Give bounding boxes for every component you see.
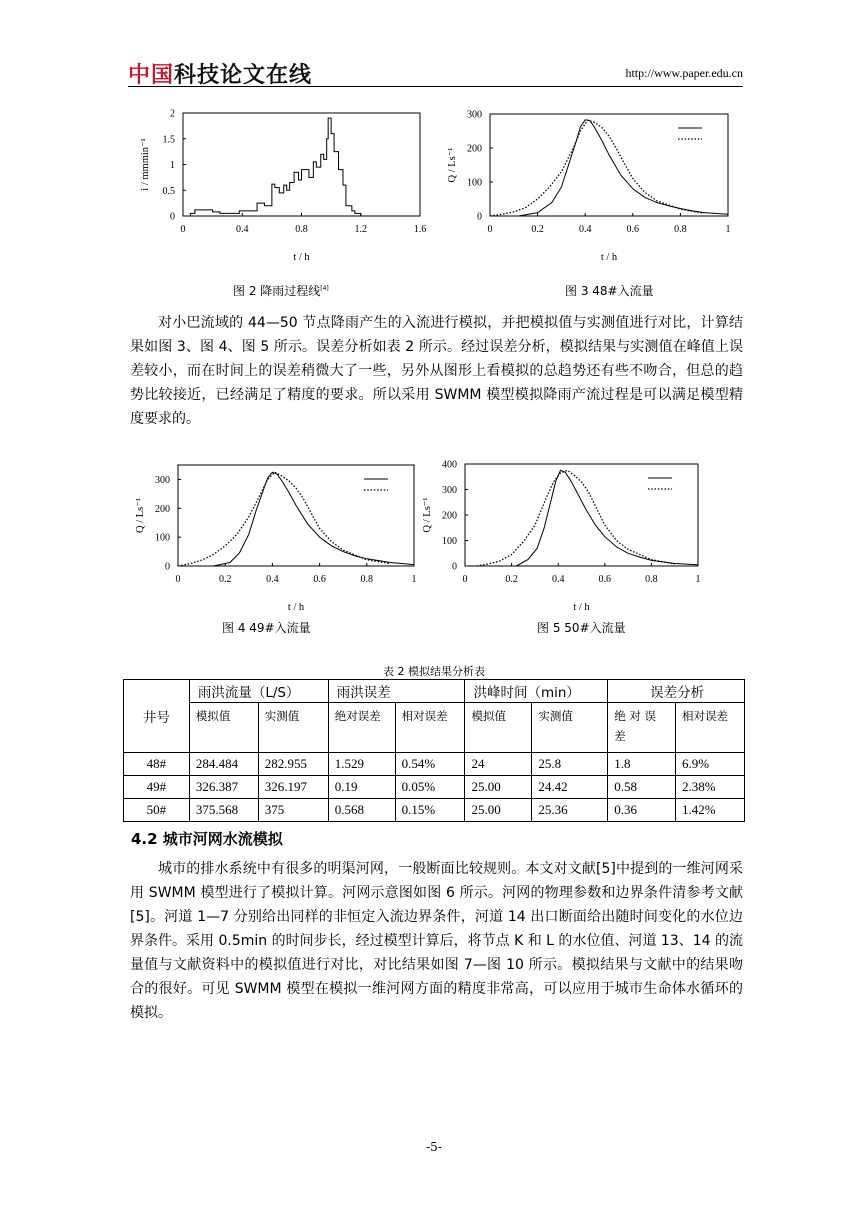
table-title: 表 2 模拟结果分析表 (383, 665, 485, 678)
y-tick-label: 300 (467, 109, 482, 121)
x-tick-label: 0.4 (578, 224, 592, 235)
x-tick-label: 0.4 (551, 574, 565, 585)
y-axis-label: i / mmmin⁻¹ (140, 138, 151, 191)
fig2-caption-text: 图 2 降雨过程线 (233, 284, 321, 298)
table-cell: 284.484 (189, 753, 258, 776)
series-line-1 (490, 120, 704, 216)
series-line-0 (183, 118, 361, 216)
plot-frame (490, 114, 728, 216)
x-tick-label: 1.6 (413, 224, 427, 235)
table-cell: 1.42% (676, 799, 745, 822)
table-cell: 0.54% (395, 753, 465, 776)
table-row (124, 799, 745, 822)
x-tick-label: 0.6 (313, 574, 326, 585)
table-cell: 25.00 (465, 799, 532, 822)
table-cell: 25.00 (465, 776, 532, 799)
series-line-0 (519, 120, 728, 216)
x-axis-label: t / h (287, 602, 305, 613)
x-tick-label: 0.8 (295, 224, 308, 235)
chart-fig3-inflow-48 (435, 105, 740, 265)
series-line-1 (477, 470, 675, 566)
y-tick-label: 200 (442, 510, 457, 522)
y-tick-label: 1 (170, 160, 175, 171)
y-axis-label: Q / Ls⁻¹ (135, 498, 146, 533)
table-row (124, 753, 745, 776)
x-tick-label: 0.8 (674, 224, 687, 235)
table-cell: 326.197 (258, 776, 328, 799)
table-cell: 375.568 (189, 799, 258, 822)
x-tick-label: 0 (487, 224, 493, 235)
logo-red-text: 中国 (128, 63, 175, 88)
y-tick-label: 300 (155, 474, 170, 486)
y-tick-label: 100 (155, 532, 170, 544)
x-tick-label: 0.2 (531, 224, 544, 235)
x-tick-label: 0.8 (360, 574, 374, 585)
table-cell: 0.05% (395, 776, 465, 799)
body-paragraph-1: 对小巴流域的 44—50 节点降雨产生的入流进行模拟，并把模拟值与实测值进行对比，计算结果如图 3、图 4、图 5 所示。误差分析如表 2 所示。经过误差分析，模拟结果与实测值在峰值上误差较小，而在时间上的误差稍微大了一些，另外从图形上看模拟的总趋势还有些不吻合，但总的趋势比较接近，已经满足了精度的要求。所以采用 SWMM 模型模拟降雨产流过程是可以满足模型精度要求的。 (130, 315, 743, 427)
y-tick-label: 0.5 (162, 185, 175, 197)
table-header-row (124, 680, 745, 703)
figure-caption-3: 图 3 48#入流量 (565, 284, 654, 298)
plot-frame (183, 113, 420, 216)
y-tick-label: 400 (442, 459, 457, 471)
table-subheader-row (124, 703, 745, 753)
table-subheader: 绝对误差 (328, 703, 395, 753)
x-axis-label: t / h (573, 602, 590, 613)
table-cell: 0.19 (328, 776, 395, 799)
fig2-caption-ref: [4] (320, 285, 329, 292)
x-tick-label: 0.2 (218, 574, 232, 585)
chart-fig5-inflow-50 (415, 455, 715, 615)
x-tick-label: 0.2 (505, 574, 518, 585)
table-cell: 0.15% (395, 799, 465, 822)
table-cell: 375 (258, 799, 328, 822)
x-tick-label: 0.4 (236, 224, 249, 235)
y-tick-label: 0 (165, 561, 170, 573)
logo-text: 科技论文在线 (174, 63, 313, 88)
y-tick-label: 0 (452, 561, 457, 573)
table-cell: 49# (124, 776, 190, 799)
table-row (124, 776, 745, 799)
table-cell: 2.38% (676, 776, 745, 799)
x-tick-label: 0 (175, 574, 181, 585)
table-cell: 282.955 (258, 753, 328, 776)
plot-frame (178, 465, 414, 566)
y-tick-label: 1.5 (162, 134, 175, 146)
series-line-0 (516, 470, 698, 566)
table-group-header: 误差分析 (608, 680, 745, 703)
body-paragraph-2: 城市的排水系统中有很多的明渠河网，一般断面比较规则。本文对文献[5]中提到的一维河网采用 SWMM 模型进行了模拟计算。河网示意图如图 6 所示。河网的物理参数和边界条件清参考文献[5]。河道 1—7 分别给出同样的非恒定入流边界条件，河道 14 出口断面给出随时间变化的水位边界条件。采用 0.5min 的时间步长，经过模型计算后，将节点 K 和 L 的水位值、河道 13、14 的流量值与文献资料中的模拟值进行对比，对比结果如图 7—图 10 所示。模拟结果与文献中的结果吻合的很好。可见 SWMM 模型在模拟一维河网方面的精度非常高，可以应用于城市生命体水循环的模拟。 (130, 861, 743, 1021)
table-group-header: 雨洪误差 (328, 680, 465, 703)
x-tick-label: 0 (180, 224, 186, 235)
table-subheader: 模拟值 (189, 703, 258, 753)
chart-fig4-inflow-49 (125, 455, 425, 615)
y-tick-label: 200 (155, 503, 170, 515)
table-subheader: 实测值 (258, 703, 328, 753)
table-cell: 24 (465, 753, 532, 776)
x-tick-label: 0.6 (598, 574, 612, 585)
series-line-1 (178, 472, 390, 566)
table-cell: 1.8 (608, 753, 676, 776)
table-subheader: 绝 对 误 差 (608, 703, 676, 753)
y-tick-label: 100 (442, 536, 457, 547)
section-heading: 4.2 城市河网水流模拟 (131, 830, 283, 848)
x-tick-label: 0.4 (266, 574, 279, 585)
site-logo (128, 58, 312, 89)
y-axis-label: Q / Ls⁻¹ (447, 147, 458, 183)
x-tick-label: 1 (695, 574, 701, 585)
x-tick-label: 0.8 (645, 574, 658, 585)
plot-frame (465, 464, 698, 566)
table-subheader: 实测值 (532, 703, 608, 753)
table-subheader: 相对误差 (395, 703, 465, 753)
table-subheader: 模拟值 (465, 703, 532, 753)
table-cell: 0.36 (608, 799, 676, 822)
table-cell: 25.8 (532, 753, 608, 776)
chart-fig2-rainfall (130, 105, 430, 265)
x-tick-label: 0 (462, 574, 468, 585)
page-number: -5- (426, 1140, 442, 1154)
x-tick-label: 1 (411, 574, 417, 585)
y-tick-label: 0 (477, 211, 482, 223)
table-subheader: 相对误差 (676, 703, 745, 753)
table-cell: 25.36 (532, 799, 608, 822)
figure-caption-4: 图 4 49#入流量 (222, 621, 311, 635)
series-line-0 (213, 472, 414, 566)
table-cell: 24.42 (532, 776, 608, 799)
table-cell: 0.568 (328, 799, 395, 822)
x-tick-label: 1 (725, 224, 731, 235)
x-tick-label: 0.6 (626, 224, 640, 235)
figure-caption-5: 图 5 50#入流量 (537, 621, 626, 635)
header-divider (128, 86, 743, 87)
table-cell: 48# (124, 753, 190, 776)
y-tick-label: 0 (170, 211, 175, 223)
figure-caption-2 (233, 282, 329, 299)
table-cell: 6.9% (676, 753, 745, 776)
x-axis-label: t / h (600, 252, 618, 263)
y-tick-label: 2 (170, 108, 175, 120)
table-group-header: 洪峰时间（min） (465, 680, 608, 703)
table-cell: 1.529 (328, 753, 395, 776)
y-tick-label: 300 (442, 485, 457, 496)
header-url[interactable]: http://www.paper.edu.cn (625, 66, 743, 80)
table-cell: 50# (124, 799, 190, 822)
x-tick-label: 1.2 (354, 224, 367, 235)
y-tick-label: 100 (467, 177, 482, 189)
table-cell: 0.58 (608, 776, 676, 799)
table-cell: 326.387 (189, 776, 258, 799)
table-group-header: 雨洪流量（L/S） (189, 680, 328, 703)
table-header-well: 井号 (124, 680, 190, 753)
y-axis-label: Q / Ls⁻¹ (422, 497, 433, 533)
result-table (123, 679, 745, 822)
x-axis-label: t / h (293, 252, 310, 263)
y-tick-label: 200 (467, 143, 482, 155)
